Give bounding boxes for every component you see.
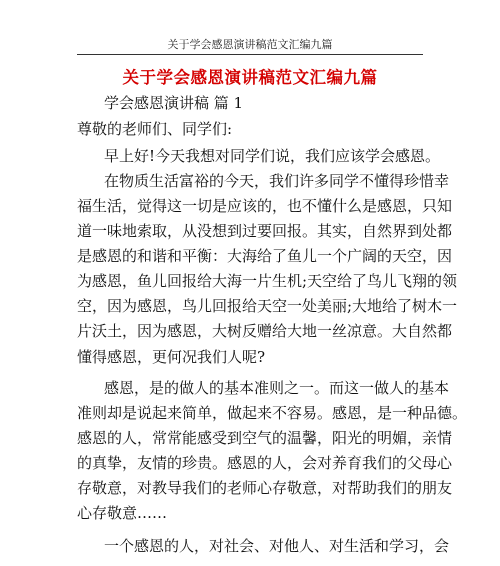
section-heading: 学会感恩演讲稿 篇 1 (104, 94, 244, 112)
body-line: 片沃土，因为感恩，大树反赠给大地一丝凉意。大自然都 (77, 322, 453, 340)
salutation: 尊敬的老师们、同学们: (77, 120, 233, 138)
body-line: 福生活，觉得这一切是应该的，也不懂什么是感恩，只知 (77, 197, 453, 215)
body-line: 空，因为感恩，鸟儿回报给天空一处美丽;大地给了树木一 (77, 297, 458, 315)
body-line: 一个感恩的人，对社会、对他人、对生活和学习，会 (104, 537, 450, 555)
document-title: 关于学会感恩演讲稿范文汇编九篇 (122, 68, 378, 87)
body-line: 早上好!今天我想对同学们说，我们应该学会感恩。 (104, 147, 441, 165)
body-line: 准则却是说起来简单，做起来不容易。感恩，是一种品德。 (77, 404, 468, 422)
body-line: 为感恩，鱼儿回报给大海一片生机;天空给了鸟儿飞翔的领 (77, 272, 458, 290)
header-divider (77, 54, 423, 55)
body-line: 心存敬意…… (77, 504, 168, 522)
running-header: 关于学会感恩演讲稿范文汇编九篇 (167, 38, 333, 51)
body-line: 道一味地索取，从没想到过要回报。其实，自然界到处都 (77, 222, 453, 240)
body-line: 感恩的人，常常能感受到空气的温馨，阳光的明媚，亲情 (77, 429, 453, 447)
body-line: 懂得感恩，更何况我们人呢? (77, 348, 266, 366)
body-line: 在物质生活富裕的今天，我们许多同学不懂得珍惜幸 (104, 172, 450, 190)
body-line: 感恩，是的做人的基本准则之一。而这一做人的基本 (104, 379, 450, 397)
body-line: 的真挚，友情的珍贵。感恩的人，会对养育我们的父母心 (77, 454, 453, 472)
body-line: 是感恩的和谐和平衡：大海给了鱼儿一个广阔的天空，因 (77, 247, 453, 265)
body-line: 存敬意，对教导我们的老师心存敬意，对帮助我们的朋友 (77, 479, 453, 497)
